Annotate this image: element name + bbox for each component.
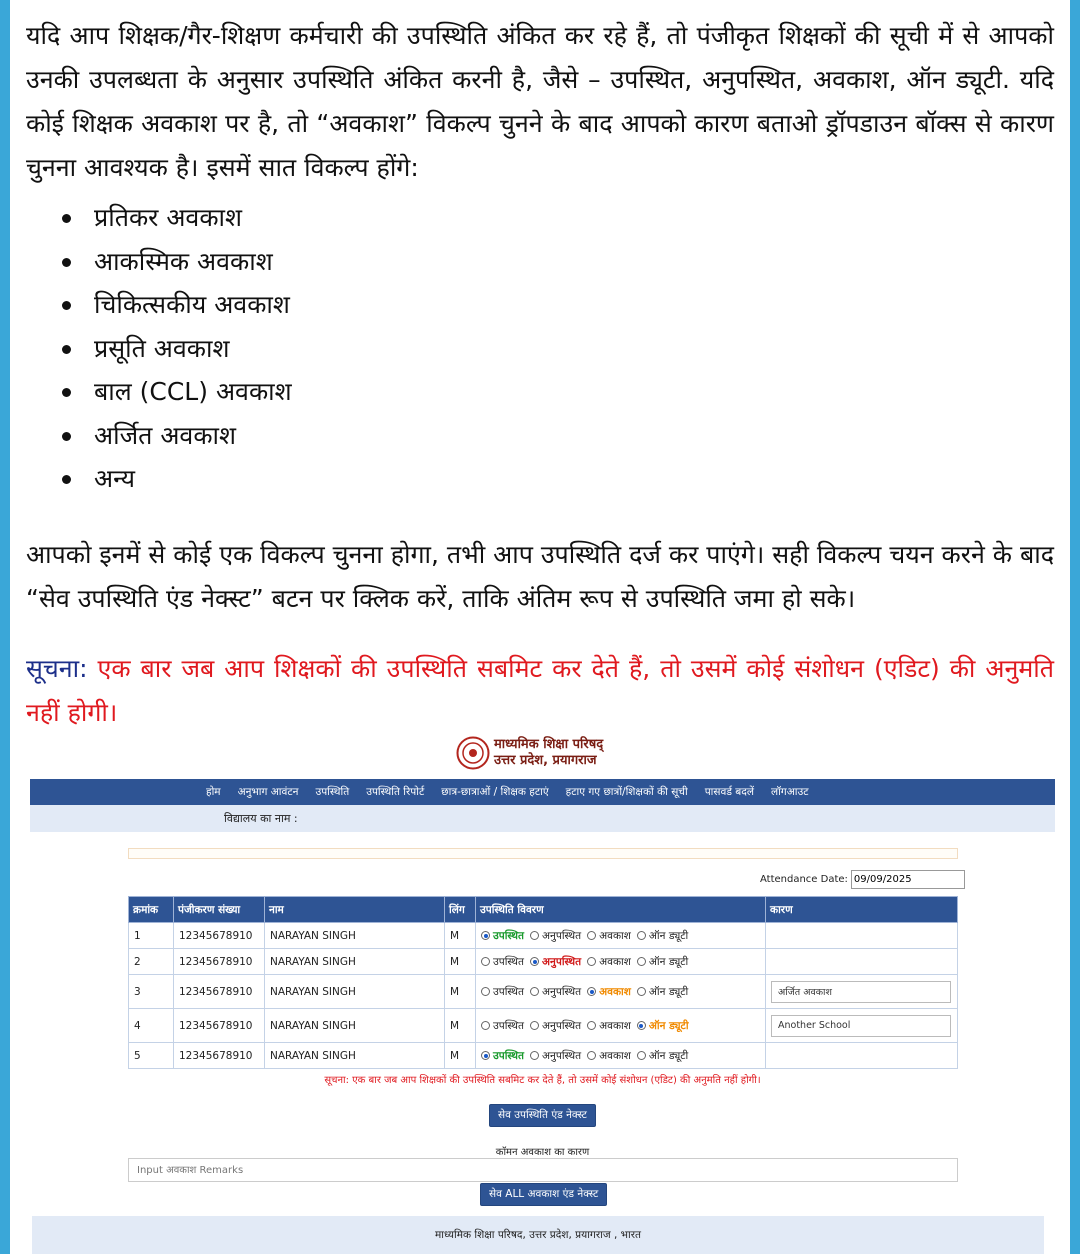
list-item: प्रतिकर अवकाश [62, 196, 1054, 240]
status-option-label: ऑन ड्यूटी [648, 985, 689, 998]
status-option-1[interactable] [530, 955, 581, 969]
status-option-label: अनुपस्थित [542, 929, 582, 942]
status-option-2[interactable] [587, 929, 631, 943]
table-row [129, 949, 958, 975]
col-reason: कारण [766, 897, 958, 923]
radio-button[interactable] [481, 931, 490, 940]
message-box [128, 848, 958, 859]
nav-attendance-report[interactable]: उपस्थिति रिपोर्ट [366, 786, 425, 798]
radio-button[interactable] [637, 987, 646, 996]
org-line1: माध्यमिक शिक्षा परिषद् [494, 737, 604, 752]
attendance-date-label: Attendance Date: [760, 874, 848, 885]
attendance-date-row [760, 870, 965, 889]
cell-gender: M [445, 1043, 476, 1069]
cell-serial: 5 [129, 1043, 174, 1069]
cell-reg: 12345678910 [174, 1009, 265, 1043]
status-option-0[interactable] [481, 985, 524, 999]
status-option-2[interactable] [587, 955, 631, 969]
cell-name: NARAYAN SINGH [265, 1043, 445, 1069]
radio-button[interactable] [587, 931, 596, 940]
status-option-label: ऑन ड्यूटी [648, 929, 689, 942]
list-item: बाल (CCL) अवकाश [62, 370, 1054, 414]
table-row [129, 1043, 958, 1069]
status-option-label: उपस्थित [493, 1049, 525, 1062]
status-option-label: अनुपस्थित [542, 985, 582, 998]
notice-text: एक बार जब आप शिक्षकों की उपस्थिति सबमिट कर देते हैं, तो उसमें कोई संशोधन (एडिट) की अनुमति नहीं होगी। [26, 653, 1054, 727]
left-border [0, 0, 10, 1254]
emblem-icon [456, 736, 490, 770]
radio-button[interactable] [637, 957, 646, 966]
status-option-1[interactable] [530, 1049, 581, 1063]
radio-button[interactable] [637, 931, 646, 940]
cell-reason [766, 923, 958, 949]
status-option-1[interactable] [530, 929, 581, 943]
reason-field[interactable] [771, 981, 951, 1003]
leave-remarks-input[interactable] [128, 1158, 958, 1182]
cell-reason [766, 1009, 958, 1043]
status-option-label: ऑन ड्यूटी [648, 1019, 689, 1032]
cell-gender: M [445, 923, 476, 949]
status-option-2[interactable] [587, 1019, 631, 1033]
status-option-0[interactable] [481, 1049, 524, 1063]
status-option-label: अनुपस्थित [542, 1019, 582, 1032]
reason-field[interactable] [771, 1015, 951, 1037]
cell-reason [766, 975, 958, 1009]
table-row [129, 923, 958, 949]
status-option-3[interactable] [637, 955, 688, 969]
list-item: अर्जित अवकाश [62, 414, 1054, 458]
col-gender: लिंग [445, 897, 476, 923]
right-border [1070, 0, 1080, 1254]
status-option-0[interactable] [481, 929, 524, 943]
list-item: आकस्मिक अवकाश [62, 240, 1054, 284]
radio-button[interactable] [481, 1051, 490, 1060]
status-option-3[interactable] [637, 929, 688, 943]
status-option-1[interactable] [530, 985, 581, 999]
col-status: उपस्थिति विवरण [476, 897, 766, 923]
cell-name: NARAYAN SINGH [265, 975, 445, 1009]
table-row [129, 975, 958, 1009]
cell-reason [766, 949, 958, 975]
radio-button[interactable] [530, 1051, 539, 1060]
cell-serial: 3 [129, 975, 174, 1009]
nav-section-allotment[interactable]: अनुभाग आवंटन [237, 786, 299, 798]
status-option-0[interactable] [481, 955, 524, 969]
nav-remove-students-teachers[interactable]: छात्र-छात्राओं / शिक्षक हटाएं [441, 786, 549, 798]
nav-removed-list[interactable]: हटाए गए छात्रों/शिक्षकों की सूची [565, 786, 688, 798]
status-option-0[interactable] [481, 1019, 524, 1033]
status-option-label: ऑन ड्यूटी [648, 955, 689, 968]
table-row [129, 1009, 958, 1043]
cell-reg: 12345678910 [174, 923, 265, 949]
status-option-label: अवकाश [599, 929, 631, 942]
cell-status [476, 1043, 766, 1069]
status-option-label: अवकाश [599, 985, 631, 998]
attendance-table-body [129, 923, 958, 1069]
radio-button[interactable] [481, 957, 490, 966]
radio-button[interactable] [637, 1051, 646, 1060]
cell-status [476, 923, 766, 949]
status-radio-group [481, 1019, 765, 1033]
nav-attendance[interactable]: उपस्थिति [315, 786, 350, 798]
radio-button[interactable] [530, 957, 539, 966]
cell-serial: 2 [129, 949, 174, 975]
submit-notice: सूचना: एक बार जब आप शिक्षकों की उपस्थिति सबमिट कर देते हैं, तो उसमें कोई संशोधन (एडिट) की अनुमति नहीं होगी। [324, 1075, 761, 1086]
status-option-label: अनुपस्थित [542, 955, 582, 968]
org-line2: उत्तर प्रदेश, प्रयागराज [494, 753, 597, 768]
cell-reg: 12345678910 [174, 949, 265, 975]
cell-gender: M [445, 949, 476, 975]
attendance-table [128, 896, 958, 1069]
status-radio-group [481, 1049, 765, 1063]
col-name: नाम [265, 897, 445, 923]
school-name-label: विद्यालय का नाम : [30, 805, 1055, 832]
instruction-paragraph: आपको इनमें से कोई एक विकल्प चुनना होगा, तभी आप उपस्थिति दर्ज कर पाएंगे। सही विकल्प चयन करने के बाद “सेव उपस्थिति एंड नेक्स्ट” बटन पर क्लिक करें, ताकि अंतिम रूप से उपस्थिति जमा हो सके। [26, 539, 1054, 613]
cell-name: NARAYAN SINGH [265, 949, 445, 975]
col-serial: क्रमांक [129, 897, 174, 923]
common-leave-reason-label: कॉमन अवकाश का कारण [495, 1147, 590, 1158]
leave-reasons-list [62, 196, 1054, 501]
radio-button[interactable] [587, 1051, 596, 1060]
list-item: अन्य [62, 457, 1054, 501]
attendance-date-input[interactable] [851, 870, 965, 889]
status-option-2[interactable] [587, 1049, 631, 1063]
cell-status [476, 1009, 766, 1043]
status-radio-group [481, 955, 765, 969]
list-item: चिकित्सकीय अवकाश [62, 283, 1054, 327]
navbar [30, 779, 1055, 805]
nav-home[interactable]: होम [206, 786, 221, 798]
status-option-label: उपस्थित [493, 955, 525, 968]
nav-change-password[interactable]: पासवर्ड बदलें [704, 786, 754, 798]
cell-status [476, 949, 766, 975]
radio-button[interactable] [587, 957, 596, 966]
radio-button[interactable] [530, 931, 539, 940]
status-option-label: ऑन ड्यूटी [648, 1049, 689, 1062]
status-option-3[interactable] [637, 1019, 689, 1033]
portal-screenshot [30, 736, 1055, 1254]
status-option-label: अवकाश [599, 1049, 631, 1062]
radio-button[interactable] [481, 1021, 490, 1030]
cell-serial: 4 [129, 1009, 174, 1043]
intro-paragraph: यदि आप शिक्षक/गैर-शिक्षण कर्मचारी की उपस्थिति अंकित कर रहे हैं, तो पंजीकृत शिक्षकों की सूची में से आपको उनकी उपलब्धता के अनुसार उपस्थिति अंकित करनी है, जैसे – उपस्थित, अनुपस्थित, अवकाश, ऑन ड्यूटी. यदि कोई शिक्षक अवकाश पर है, तो “अवकाश” विकल्प चुनने के बाद आपको कारण बताओ ड्रॉपडाउन बॉक्स से कारण चुनना आवश्यक है। इसमें सात विकल्प होंगे: [26, 21, 1054, 182]
status-radio-group [481, 985, 765, 999]
cell-gender: M [445, 1009, 476, 1043]
radio-button[interactable] [637, 1021, 646, 1030]
notice-label: सूचना: [26, 653, 88, 683]
col-registration: पंजीकरण संख्या [174, 897, 265, 923]
cell-reason [766, 1043, 958, 1069]
status-option-3[interactable] [637, 985, 688, 999]
radio-button[interactable] [530, 1021, 539, 1030]
status-option-label: उपस्थित [493, 929, 525, 942]
list-item: प्रसूति अवकाश [62, 327, 1054, 371]
cell-serial: 1 [129, 923, 174, 949]
status-option-1[interactable] [530, 1019, 581, 1033]
cell-status [476, 975, 766, 1009]
radio-button[interactable] [481, 987, 490, 996]
nav-logout[interactable]: लॉगआउट [770, 786, 809, 798]
cell-gender: M [445, 975, 476, 1009]
status-option-2[interactable] [587, 985, 631, 999]
status-radio-group [481, 929, 765, 943]
status-option-label: अवकाश [599, 955, 631, 968]
status-option-3[interactable] [637, 1049, 688, 1063]
cell-name: NARAYAN SINGH [265, 1009, 445, 1043]
article-body [26, 14, 1054, 735]
status-option-label: अनुपस्थित [542, 1049, 582, 1062]
cell-name: NARAYAN SINGH [265, 923, 445, 949]
radio-button[interactable] [587, 987, 596, 996]
status-option-label: उपस्थित [493, 985, 525, 998]
portal-logo [456, 736, 603, 770]
radio-button[interactable] [530, 987, 539, 996]
radio-button[interactable] [587, 1021, 596, 1030]
status-option-label: अवकाश [599, 1019, 631, 1032]
notice-paragraph [26, 647, 1054, 735]
cell-reg: 12345678910 [174, 975, 265, 1009]
portal-footer: माध्यमिक शिक्षा परिषद, उत्तर प्रदेश, प्रयागराज , भारत [32, 1216, 1044, 1254]
status-option-label: उपस्थित [493, 1019, 525, 1032]
cell-reg: 12345678910 [174, 1043, 265, 1069]
save-attendance-next-button[interactable]: सेव उपस्थिति एंड नेक्स्ट [489, 1104, 596, 1127]
table-header-row [129, 897, 958, 923]
save-all-leave-next-button[interactable]: सेव ALL अवकाश एंड नेक्स्ट [480, 1183, 607, 1206]
